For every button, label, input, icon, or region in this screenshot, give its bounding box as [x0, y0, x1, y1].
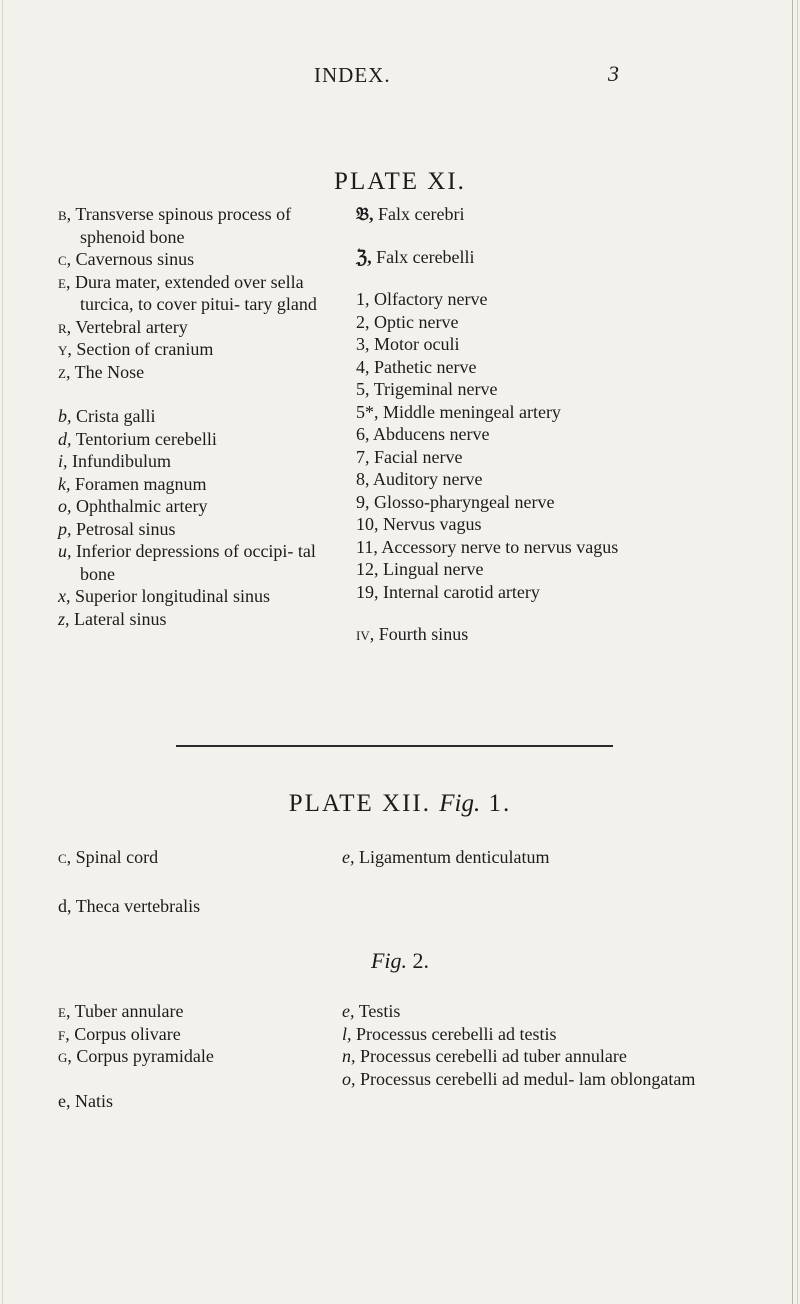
- entry-text: Auditory nerve: [373, 469, 483, 489]
- entry-key: 4,: [356, 356, 370, 377]
- entry-text: Tuber annulare: [74, 1001, 184, 1021]
- entry-text: Middle meningeal artery: [383, 401, 561, 422]
- fig-2-label: Fig.: [370, 948, 408, 973]
- entry-key: 5,: [356, 379, 370, 399]
- plate-xii-fig1-left: [58, 846, 348, 917]
- entry-key: r,: [58, 316, 72, 337]
- spacer: [356, 268, 756, 288]
- entry-text: Lateral sinus: [74, 608, 167, 629]
- entry-key: e,: [342, 1001, 355, 1021]
- entry-text: Theca vertebralis: [75, 895, 201, 916]
- entry-key: ℨ,: [356, 246, 372, 267]
- entry-key: o,: [58, 496, 72, 516]
- entry-key: y,: [58, 339, 72, 359]
- plate-xii-fig1-right: [342, 846, 742, 869]
- entry-text: Processus cerebelli ad medul- lam oblongatam: [360, 1068, 696, 1089]
- entry-text: Foramen magnum: [75, 473, 207, 494]
- entry-key: 2,: [356, 311, 370, 332]
- list-item: [58, 895, 348, 918]
- spacer: [356, 603, 756, 623]
- list-item: [58, 248, 348, 271]
- entry-text: Vertebral artery: [75, 316, 188, 337]
- page-number: 3: [608, 61, 619, 86]
- spacer: [58, 383, 348, 405]
- entry-text: Section of cranium: [76, 339, 214, 359]
- plate-xii-fig2-right: [342, 1000, 752, 1090]
- entry-text: Inferior depressions of occipi- tal bone: [76, 541, 316, 584]
- list-item: [58, 405, 348, 428]
- entry-key: e,: [58, 1090, 71, 1111]
- list-item: [58, 540, 348, 585]
- entry-text: Dura mater, extended over sella turcica, to cover pitui- tary gland: [74, 271, 317, 314]
- list-item: [356, 423, 756, 446]
- entry-text: Natis: [75, 1090, 113, 1111]
- list-item: [58, 608, 348, 631]
- fig-1-number: 1.: [488, 790, 512, 817]
- list-item: [342, 1000, 752, 1023]
- entry-text: Nervus vagus: [383, 514, 482, 534]
- list-item: [356, 623, 756, 646]
- entry-key: i,: [58, 451, 68, 471]
- entry-key: c,: [58, 249, 72, 269]
- entry-key: 10,: [356, 514, 379, 534]
- entry-text: Pathetic nerve: [374, 356, 477, 377]
- plate-xii-fig2-left: [58, 1000, 318, 1112]
- list-item: [342, 1023, 752, 1046]
- entry-text: Ligamentum denticulatum: [359, 847, 550, 867]
- entry-key: 19,: [356, 581, 379, 602]
- entry-text: Fourth sinus: [378, 624, 469, 644]
- entry-key: b,: [58, 406, 72, 426]
- list-item: [356, 333, 756, 356]
- entry-key: g,: [58, 1046, 72, 1066]
- running-head: [0, 63, 800, 93]
- list-item: [58, 585, 348, 608]
- list-item: [356, 446, 756, 469]
- section-divider: [176, 745, 613, 747]
- entry-key: e,: [58, 271, 71, 292]
- list-item: [356, 468, 756, 491]
- running-head-title: INDEX.: [314, 63, 391, 87]
- entry-key: f,: [58, 1023, 70, 1044]
- list-item: [58, 203, 348, 248]
- list-item: [58, 473, 348, 496]
- entry-text: Tentorium cerebelli: [75, 428, 217, 449]
- entry-key: o,: [342, 1068, 356, 1089]
- entry-text: Facial nerve: [374, 446, 463, 467]
- entry-key: l,: [342, 1023, 352, 1044]
- fig-2-heading: [0, 948, 800, 974]
- entry-text: Ophthalmic artery: [76, 496, 208, 516]
- list-item: [342, 846, 742, 869]
- list-item: [58, 450, 348, 473]
- entry-key: 9,: [356, 491, 370, 512]
- list-item: [58, 518, 348, 541]
- entry-text: Optic nerve: [374, 311, 459, 332]
- list-item: [356, 513, 756, 536]
- entry-text: Superior longitudinal sinus: [75, 586, 270, 606]
- entry-text: Olfactory nerve: [374, 289, 488, 309]
- entry-text: Infundibulum: [72, 451, 172, 471]
- entry-key: 7,: [356, 446, 370, 467]
- list-item: [58, 271, 348, 316]
- entry-text: Motor oculi: [374, 334, 460, 354]
- entry-text: Abducens nerve: [373, 424, 490, 444]
- list-item: [356, 558, 756, 581]
- entry-key: e,: [342, 847, 355, 867]
- entry-text: The Nose: [74, 361, 145, 382]
- list-item: [58, 846, 348, 869]
- list-item: [356, 246, 756, 269]
- entry-text: Lingual nerve: [383, 559, 484, 579]
- spacer: [58, 1068, 318, 1090]
- entry-key: x,: [58, 586, 71, 606]
- list-item: [356, 378, 756, 401]
- list-item: [58, 495, 348, 518]
- entry-key: 6,: [356, 424, 370, 444]
- entry-key: z,: [58, 361, 71, 382]
- entry-text: Internal carotid artery: [383, 581, 540, 602]
- spacer: [356, 226, 756, 246]
- list-item: [58, 428, 348, 451]
- plate-xi-left-column: [58, 203, 348, 630]
- list-item: [58, 1000, 318, 1023]
- entry-key: 12,: [356, 559, 379, 579]
- entry-key: z,: [58, 608, 70, 629]
- entry-key: d,: [58, 895, 72, 916]
- list-item: [58, 1023, 318, 1046]
- entry-key: n,: [342, 1046, 356, 1066]
- list-item: [58, 1045, 318, 1068]
- list-item: [356, 491, 756, 514]
- list-item: [58, 338, 348, 361]
- entry-key: k,: [58, 473, 71, 494]
- list-item: [356, 203, 756, 226]
- entry-key: b,: [58, 204, 72, 224]
- entry-key: e,: [58, 1001, 71, 1021]
- list-item: [342, 1068, 752, 1091]
- list-item: [342, 1045, 752, 1068]
- entry-key: u,: [58, 541, 72, 561]
- spacer: [58, 869, 348, 895]
- entry-text: Falx cerebri: [378, 204, 465, 224]
- plate-xi-right-column: [356, 203, 756, 646]
- entry-text: Transverse spinous process of sphenoid bone: [75, 204, 292, 247]
- fig-2-number: 2.: [412, 948, 430, 973]
- entry-text: Cavernous sinus: [75, 249, 195, 269]
- list-item: [356, 356, 756, 379]
- list-item: [356, 311, 756, 334]
- list-item: [356, 536, 756, 559]
- entry-text: Corpus olivare: [74, 1023, 181, 1044]
- entry-text: Crista galli: [76, 406, 156, 426]
- entry-key: 8,: [356, 469, 370, 489]
- entry-text: Trigeminal nerve: [373, 379, 498, 399]
- fig-1-label: Fig.: [439, 790, 481, 817]
- entry-key: 𝔅,: [356, 204, 374, 224]
- plate-xi-title: PLATE XI.: [334, 168, 466, 195]
- entry-key: iv,: [356, 624, 375, 644]
- list-item: [356, 581, 756, 604]
- entry-text: Falx cerebelli: [376, 246, 475, 267]
- list-item: [356, 401, 756, 424]
- list-item: [58, 1090, 318, 1113]
- list-item: [356, 288, 756, 311]
- entry-text: Testis: [358, 1001, 401, 1021]
- plate-xii-title-text: PLATE XII.: [288, 790, 431, 817]
- entry-key: p,: [58, 518, 72, 539]
- list-item: [58, 316, 348, 339]
- entry-text: Spinal cord: [75, 847, 159, 867]
- plate-xii-title: [0, 790, 800, 818]
- entry-key: c,: [58, 847, 72, 867]
- entry-text: Petrosal sinus: [76, 518, 176, 539]
- entry-text: Accessory nerve to nervus vagus: [381, 536, 619, 557]
- entry-text: Glosso-pharyngeal nerve: [374, 491, 555, 512]
- entry-key: d,: [58, 428, 72, 449]
- list-item: [58, 361, 348, 384]
- entry-key: 3,: [356, 334, 370, 354]
- entry-text: Processus cerebelli ad tuber annulare: [360, 1046, 627, 1066]
- entry-text: Corpus pyramidale: [76, 1046, 214, 1066]
- entry-text: Processus cerebelli ad testis: [356, 1023, 557, 1044]
- entry-key: 1,: [356, 289, 370, 309]
- entry-key: 5*,: [356, 401, 379, 422]
- entry-key: 11,: [356, 536, 378, 557]
